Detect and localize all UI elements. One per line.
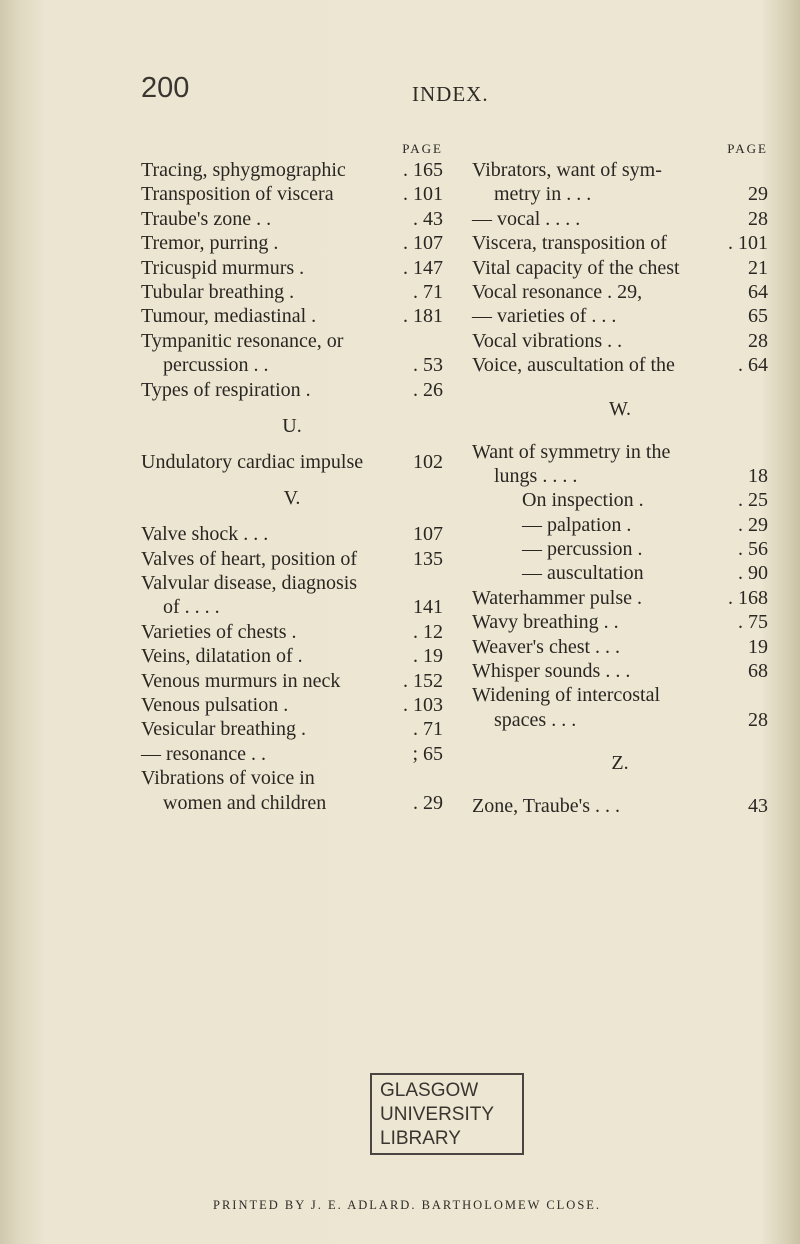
index-entry: — auscultation . 90 (522, 562, 768, 585)
section-letter-w: W. (608, 397, 632, 420)
index-entry: Undulatory cardiac impulse 102 (141, 450, 443, 473)
index-entry: Vibrators, want of sym- (472, 159, 662, 181)
index-entry: — varieties of . . . 65 (472, 305, 768, 328)
left-index-column (141, 139, 443, 815)
index-entry: Tubular breathing . . 71 (141, 280, 443, 303)
index-entry: Varieties of chests . . 12 (141, 620, 443, 643)
printer-imprint: PRINTED BY J. E. ADLARD. BARTHOLOMEW CLOSE. (213, 1198, 602, 1212)
index-entry: Viscera, transposition of . 101 (472, 232, 768, 255)
stamp-line: LIBRARY (380, 1128, 461, 1149)
index-entry: On inspection . . 25 (522, 489, 768, 512)
index-entry: Zone, Traube's . . . 43 (472, 795, 768, 818)
index-block-v-cont (472, 158, 768, 378)
index-entry: Want of symmetry in the (472, 440, 671, 463)
index-entry: Tympanitic resonance, or (141, 329, 344, 352)
index-entry: Tremor, purring . . 107 (141, 232, 443, 255)
index-entry: — vocal . . . . 28 (472, 207, 768, 230)
index-block-z (472, 794, 768, 818)
index-entry: Tumour, mediastinal . . 181 (141, 305, 443, 328)
index-entry: Vesicular breathing . . 71 (141, 718, 443, 741)
index-entry: Valvular disease, diagnosis (141, 572, 358, 595)
index-block-w (472, 440, 768, 733)
index-entry: Wavy breathing . . . 75 (472, 611, 768, 634)
section-letter-v: V. (283, 487, 301, 510)
index-entry: Tracing, sphygmographic . 165 (141, 159, 443, 181)
index-entry: Voice, auscultation of the . 64 (472, 354, 768, 377)
index-entry: Venous pulsation . . 103 (141, 694, 443, 717)
page-column-label: PAGE (727, 141, 768, 156)
index-entry: spaces . . . 28 (494, 708, 768, 731)
index-entry: Types of respiration . . 26 (141, 378, 443, 401)
index-entry: lungs . . . . 18 (494, 464, 768, 487)
index-entry: Vibrations of voice in (141, 767, 315, 790)
page-column-label: PAGE (402, 141, 443, 156)
index-block-t (141, 158, 443, 402)
index-block-v (141, 522, 443, 815)
index-entry: Veins, dilatation of . . 19 (141, 645, 443, 668)
stamp-line: GLASGOW (380, 1080, 479, 1101)
index-entry: Valve shock . . . 107 (141, 523, 443, 546)
section-letter-u: U. (282, 414, 302, 437)
index-entry: women and children . 29 (163, 791, 443, 814)
index-entry: — resonance . . ; 65 (141, 742, 443, 765)
index-entry: Venous murmurs in neck . 152 (141, 669, 443, 692)
index-entry: Traube's zone . . . 43 (141, 207, 443, 230)
index-entry: Vocal resonance . 29, 64 (472, 280, 768, 303)
library-stamp (370, 1073, 524, 1155)
section-letter-z: Z. (611, 752, 629, 775)
running-head: INDEX. (412, 82, 489, 106)
index-entry: Widening of intercostal (472, 684, 661, 707)
page-number: 200 (141, 72, 190, 104)
index-entry: Vital capacity of the chest 21 (472, 256, 768, 279)
right-index-column (472, 139, 768, 819)
index-entry: Transposition of viscera . 101 (141, 183, 443, 206)
index-entry: — palpation . . 29 (522, 513, 768, 536)
index-entry: Waterhammer pulse . . 168 (472, 586, 768, 609)
index-entry: — percussion . . 56 (522, 538, 768, 561)
index-entry: of . . . . 141 (163, 596, 443, 619)
index-entry: Tricuspid murmurs . . 147 (141, 256, 443, 279)
index-entry: Weaver's chest . . . 19 (472, 635, 768, 658)
index-block-u (141, 450, 443, 474)
index-entry: percussion . . . 53 (163, 354, 443, 377)
index-entry: Valves of heart, position of 135 (141, 547, 443, 570)
index-entry: metry in . . . 29 (494, 183, 768, 206)
stamp-line: UNIVERSITY (380, 1104, 495, 1125)
index-entry: Whisper sounds . . . 68 (472, 660, 768, 683)
index-entry: Vocal vibrations . . 28 (472, 329, 768, 352)
